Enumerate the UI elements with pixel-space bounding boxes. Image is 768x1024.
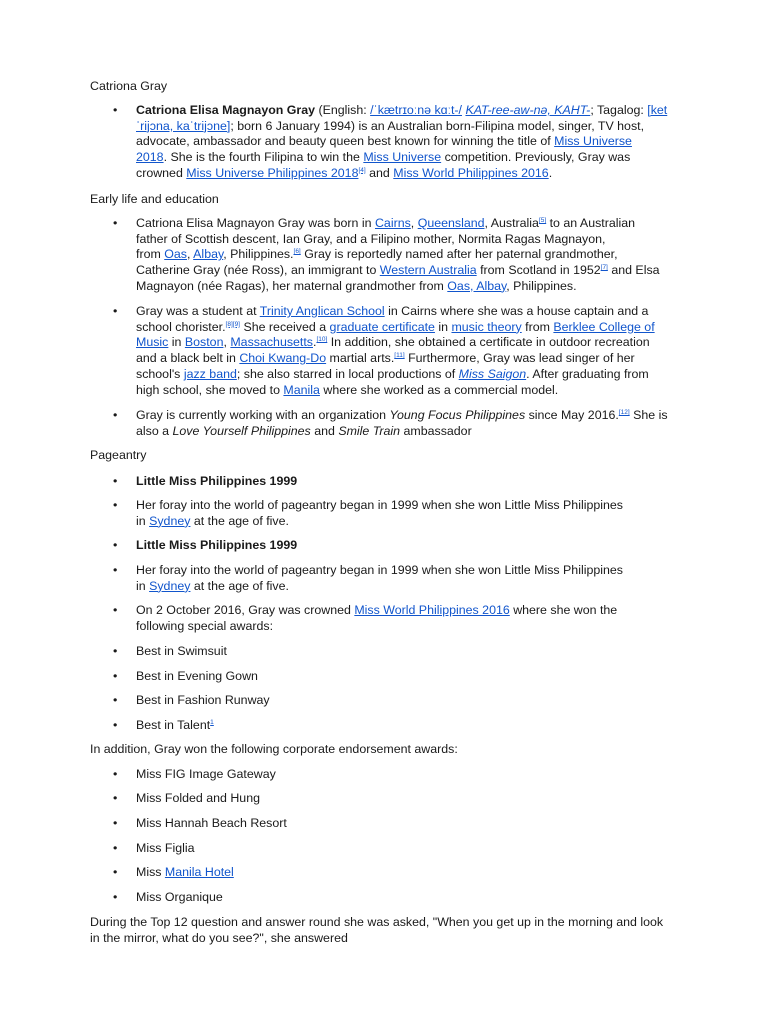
section-heading-pageantry: Pageantry [90,448,147,462]
list-item: On 2 October 2016, Gray was crowned Miss World Philippines 2016 where she won the following special awards: [136,603,618,633]
ipa-tagalog-link-a[interactable]: [ket [647,103,668,117]
corporate-award-item: Miss Manila Hotel [136,865,234,879]
manila-link[interactable]: Manila [283,382,320,397]
miss-world-philippines-2016-link[interactable]: Miss World Philippines 2016 [393,165,549,180]
oas-albay-link[interactable]: Oas, Albay [447,278,507,293]
reference-10-link[interactable]: [10] [316,336,328,344]
award-item: Best in Fashion Runway [136,693,270,707]
sydney-link[interactable]: Sydney [149,513,191,528]
bullet: • [113,841,118,855]
miss-universe-link[interactable]: Miss Universe [363,150,442,165]
massachusetts-link[interactable]: Massachusetts [230,335,313,350]
miss-world-philippines-2016-link[interactable]: Miss World Philippines 2016 [354,603,510,617]
reference-8-9-link[interactable]: [8][9] [225,320,240,328]
award-item: Best in Swimsuit [136,644,227,658]
bullet: • [113,538,118,552]
albay-link[interactable]: Albay [193,247,224,262]
corporate-awards-intro: In addition, Gray won the following corporate endorsement awards: [90,742,458,756]
bullet: • [113,498,118,512]
ipa-english-link[interactable]: /ˈkætrɪoːnə kɑːt-/ [370,103,462,117]
cairns-link[interactable]: Cairns [374,216,411,230]
list-item: Little Miss Philippines 1999 [136,474,298,488]
bullet: • [113,216,118,230]
sydney-link[interactable]: Sydney [149,578,191,593]
list-item: Her foray into the world of pageantry began in 1999 when she won Little Miss Philippines in Sydney at the age of five. [136,498,623,528]
boston-link[interactable]: Boston [184,335,224,350]
queensland-link[interactable]: Queensland [417,216,485,230]
miss-universe-2018-link-b[interactable]: 2018 [136,150,164,165]
closing-paragraph: During the Top 12 question and answer round she was asked, "When you get up in the morning and look in the mirror, what do you see?", she answered [90,915,664,945]
award-item: Best in Talent$^1$ [136,718,214,732]
reference-7-link[interactable]: [7] [600,264,608,272]
bullet: • [113,890,118,904]
list-item: Little Miss Philippines 1999 [136,538,298,552]
reference-5-link[interactable]: [5] [538,217,547,224]
early-life-paragraph-1: Catriona Elisa Magnayon Gray was born in Cairns, Queensland, Australia[5] to an Australian father of Scottish descent, Ian Gray, and a Filipino mother, Normita Ragas Magnayon, from Oas, Albay, Philippines.[6] Gray is reportedly named after her paternal grandmother, Catherine Gray (née Ross), an immigrant to Western Australia from Scotland in 1952[7] and Elsa Magnayon (née Ragas), her maternal grandmother from Oas, Albay, Philippines. [136,216,660,293]
trinity-anglican-school-link[interactable]: Trinity Anglican School [259,304,385,318]
pronunciation-link[interactable]: KAT-ree-aw-nə, KAHT- [465,103,591,117]
bullet: • [113,408,118,422]
jazz-band-link[interactable]: jazz band [183,366,237,381]
page-title: Catriona Gray [90,79,168,93]
section-heading-early-life: Early life and education [90,192,219,206]
ipa-tagalog-link-b[interactable]: ˈrijɔna, kaˈtrijɔne] [136,118,231,133]
corporate-award-item: Miss FIG Image Gateway [136,767,276,781]
manila-hotel-link[interactable]: Manila Hotel [164,865,234,879]
bullet: • [113,865,118,879]
bullet: • [113,474,118,488]
music-theory-link[interactable]: music theory [451,319,522,334]
western-australia-link[interactable]: Western Australia [379,263,477,278]
list-item: Her foray into the world of pageantry began in 1999 when she won Little Miss Philippines in Sydney at the age of five. [136,563,623,593]
bullet: • [113,563,118,577]
bullet: • [113,103,118,117]
bullet: • [113,693,118,707]
intro-paragraph: Catriona Elisa Magnayon Gray (English: /ˈkætrɪoːnə kɑːt-/ KAT-ree-aw-nə, KAHT-; Tagalog: [ket ˈrijɔna, kaˈtrijɔne]; born 6 January 1994) is an Australian born-Filipina model, singer, TV host, advocate, ambassador and beauty queen best known for winning the title of Miss Universe 2018. She is the fourth Filipina to win the Miss Universe competition. Previously, Gray was crowned Miss Universe Philippines 2018[4] and Miss World Philippines 2016. [136,103,668,180]
oas-link[interactable]: Oas [164,247,187,262]
bullet: • [113,767,118,781]
corporate-award-item: Miss Figlia [136,841,195,855]
reference-4-link[interactable]: [4] [358,166,366,174]
graduate-certificate-link[interactable]: graduate certificate [329,319,435,334]
bullet: • [113,669,118,683]
reference-11-link[interactable]: [11] [394,352,405,360]
subject-name: Catriona Elisa Magnayon Gray [136,103,316,117]
bullet: • [113,304,118,318]
reference-12-link[interactable]: [12] [618,409,630,416]
reference-1-link[interactable]: 1 [210,719,214,726]
choi-kwang-do-link[interactable]: Choi Kwang-Do [239,351,327,366]
bullet: • [113,644,118,658]
early-life-paragraph-2: Gray was a student at Trinity Anglican School in Cairns where she was a house captain and a school chorister.[8][9] She received a graduate certificate in music theory from Berklee College of Music in Boston, Massachusetts.[10] In addition, she obtained a certificate in outdoor recreation and a black belt in Choi Kwang-Do martial arts.[11] Furthermore, Gray was lead singer of her school's jazz band; she also starred in local productions of Miss Saigon. After graduating from high school, she moved to Manila where she worked as a commercial model. [136,304,655,397]
corporate-award-item: Miss Organique [136,890,223,904]
award-item: Best in Evening Gown [136,669,258,683]
early-life-paragraph-3: Gray is currently working with an organization Young Focus Philippines since May 2016.[12] She is also a Love Yourself Philippines and Smile Train ambassador [136,408,668,438]
corporate-award-item: Miss Folded and Hung [136,791,260,805]
bullet: • [113,718,118,732]
miss-saigon-link[interactable]: Miss Saigon [458,366,527,381]
berklee-link-a[interactable]: Berklee College of [553,319,655,334]
bullet: • [113,816,118,830]
miss-universe-philippines-2018-link[interactable]: Miss Universe Philippines 2018 [186,165,359,180]
reference-6-link[interactable]: [6] [293,248,301,256]
miss-universe-2018-link-a[interactable]: Miss Universe [554,134,632,149]
corporate-award-item: Miss Hannah Beach Resort [136,816,287,830]
bullet: • [113,603,118,617]
bullet: • [113,791,118,805]
berklee-link-b[interactable]: Music [136,335,169,350]
